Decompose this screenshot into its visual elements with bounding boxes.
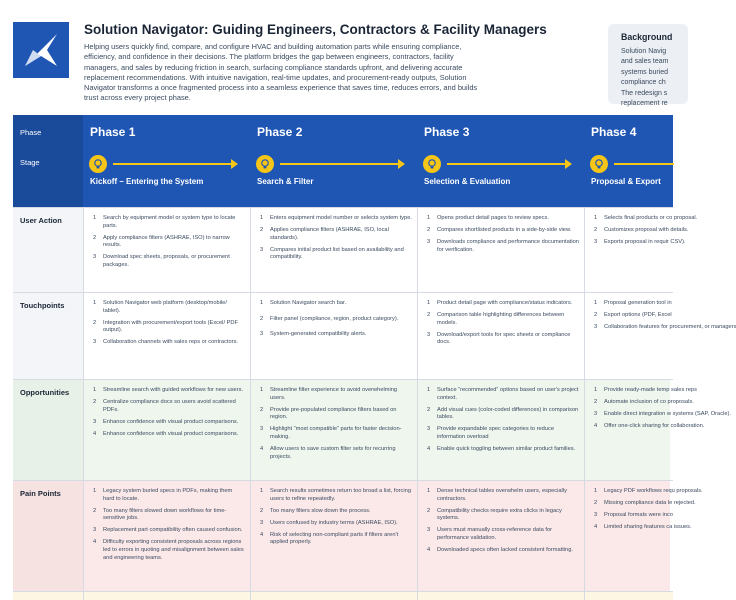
item-number: 1 bbox=[260, 488, 264, 494]
cell-pain-points-phase-2 bbox=[250, 481, 417, 592]
item-text: Enhance confidence with visual product comparisons. bbox=[103, 418, 239, 425]
row-divider bbox=[13, 207, 673, 208]
cell-touchpoints-phase-3 bbox=[417, 293, 584, 379]
list-item bbox=[594, 500, 696, 508]
column-divider bbox=[250, 208, 251, 600]
cell-pain-points-phase-4 bbox=[584, 481, 703, 592]
phase-column-3 bbox=[417, 115, 584, 207]
item-text: Proposal formats were inco bbox=[604, 512, 673, 519]
list-item bbox=[260, 387, 412, 402]
item-number: 2 bbox=[427, 406, 431, 413]
list-item bbox=[93, 235, 245, 250]
column-divider bbox=[584, 208, 585, 600]
item-number: 4 bbox=[427, 547, 431, 554]
item-text: Proposal generation tool in bbox=[604, 300, 672, 306]
item-text: System-generated compatibility alerts. bbox=[270, 331, 367, 338]
list-item bbox=[260, 532, 412, 547]
list-item bbox=[260, 488, 412, 503]
item-text: Export options (PDF, Excel bbox=[604, 312, 672, 319]
list-item bbox=[427, 312, 579, 327]
item-number: 4 bbox=[594, 524, 598, 531]
list-item bbox=[260, 520, 412, 528]
list-item bbox=[93, 527, 245, 535]
list-item bbox=[594, 399, 694, 407]
item-number: 2 bbox=[260, 227, 264, 234]
list-item bbox=[260, 407, 412, 422]
list-item bbox=[594, 512, 673, 520]
item-number: 1 bbox=[93, 300, 97, 306]
list-item bbox=[260, 247, 412, 262]
list-item bbox=[260, 508, 412, 516]
list-item bbox=[260, 446, 412, 461]
list-item bbox=[260, 426, 412, 441]
item-text: Comparison table highlighting differences between models. bbox=[437, 312, 565, 326]
item-text: Centralize compliance docs so users avoid scattered PDFs. bbox=[103, 399, 236, 413]
item-number: 2 bbox=[594, 227, 598, 234]
item-text: Missing compliance data le rejected. bbox=[604, 500, 696, 507]
item-number: 4 bbox=[594, 423, 598, 430]
item-text: Apply compliance filters (ASHRAE, ISO) to narrow results. bbox=[103, 234, 230, 249]
list-item bbox=[594, 300, 670, 308]
row-label-opportunities bbox=[13, 380, 83, 480]
row-divider bbox=[13, 591, 673, 592]
list-item bbox=[93, 488, 245, 503]
item-text: Selects final products or co proposal. bbox=[604, 215, 698, 221]
item-text: Enters equipment model number or selects system type. bbox=[270, 215, 412, 221]
row-divider bbox=[13, 379, 673, 380]
item-text: Enable direct integration w systems (SAP, Oracle). bbox=[604, 411, 731, 418]
item-number: 3 bbox=[260, 331, 264, 338]
item-number: 3 bbox=[93, 254, 97, 261]
item-number: 3 bbox=[594, 411, 598, 418]
list-item bbox=[93, 215, 245, 230]
item-text: Users must manually cross-reference data for performance validation. bbox=[437, 527, 553, 541]
phase-name: Phase 1 bbox=[90, 125, 136, 139]
stage-label: Stage bbox=[20, 158, 40, 167]
phase-column-2 bbox=[250, 115, 417, 207]
arrow-head-icon bbox=[231, 159, 238, 169]
item-number: 2 bbox=[427, 312, 431, 319]
item-text: Risk of selecting non-compliant parts if filters aren't applied properly. bbox=[270, 531, 399, 546]
item-text: Downloaded specs often lacked consistent formatting. bbox=[437, 547, 573, 554]
next-row-strip bbox=[13, 592, 673, 600]
item-number: 1 bbox=[93, 488, 97, 494]
item-number: 2 bbox=[93, 507, 97, 514]
list-item bbox=[260, 331, 412, 339]
list-item bbox=[93, 539, 245, 562]
progress-arrow-line bbox=[614, 163, 674, 165]
list-item bbox=[93, 431, 245, 439]
progress-arrow-line bbox=[447, 163, 567, 165]
item-text: Solution Navigator web platform (desktop/mobile/ tablet). bbox=[103, 300, 227, 314]
column-divider bbox=[417, 208, 418, 600]
stage-name: Kickoff – Entering the System bbox=[90, 177, 204, 186]
list-item bbox=[93, 419, 245, 427]
page-summary: Helping users quickly find, compare, and configure HVAC and building automation parts while ensuring compliance, efficiency, and confidence in their decisions. The platform bridges the gap between engineers, contractors, facility managers, and sales by reducing friction in search, surfacing compliance standards upfront, and delivering accurate replacement recommendations. With intuitive navigation, real-time updates, and procurement-ready outputs, Solution Navigator transforms a once fragmented process into a seamless experience that saves time, reduces errors, and builds trust across every project phase. bbox=[84, 42, 478, 103]
background-card bbox=[608, 24, 688, 108]
item-text: Provide pre-populated compliance filters based on region. bbox=[270, 406, 397, 421]
item-number: 2 bbox=[260, 507, 264, 514]
item-number: 2 bbox=[260, 315, 264, 322]
item-text: Too many filters slow down the process. bbox=[270, 507, 371, 514]
list-item bbox=[594, 239, 686, 247]
arrow-head-icon bbox=[398, 159, 405, 169]
cell-user-action-phase-1 bbox=[83, 208, 250, 292]
item-text: Download spec sheets, proposals, or procurement packages. bbox=[103, 254, 230, 268]
item-text: Highlight “most compatible” parts for faster decision-making. bbox=[270, 426, 402, 440]
item-text: Limited sharing features ca issues. bbox=[604, 524, 692, 531]
item-number: 1 bbox=[260, 215, 264, 221]
list-item bbox=[594, 387, 697, 395]
item-text: Offer one-click sharing for collaboration. bbox=[604, 423, 705, 430]
item-text: Difficulty exporting consistent proposals across regions led to errors in quoting and misalignment between sales and engineering teams. bbox=[103, 539, 244, 561]
item-text: Solution Navigator search bar. bbox=[270, 300, 347, 306]
item-text: Search results sometimes return too broad a list, forcing users to refine repeatedly. bbox=[270, 488, 411, 502]
item-number: 1 bbox=[594, 215, 598, 221]
row-label-text: Opportunities bbox=[20, 388, 70, 397]
item-number: 2 bbox=[427, 227, 431, 234]
item-number: 4 bbox=[427, 446, 431, 453]
lightbulb-icon bbox=[256, 155, 274, 173]
item-number: 1 bbox=[260, 387, 264, 393]
list-item bbox=[427, 527, 579, 542]
item-number: 3 bbox=[427, 239, 431, 246]
item-number: 1 bbox=[594, 300, 598, 306]
item-number: 3 bbox=[594, 239, 598, 246]
stage-name: Search & Filter bbox=[257, 177, 314, 186]
item-number: 3 bbox=[93, 527, 97, 534]
stage-name: Proposal & Export bbox=[591, 177, 661, 186]
list-item bbox=[93, 508, 245, 523]
cell-touchpoints-phase-1 bbox=[83, 293, 250, 379]
row-label-pain-points bbox=[13, 481, 83, 592]
item-number: 2 bbox=[594, 500, 598, 507]
background-line: replacement re bbox=[621, 100, 668, 108]
item-number: 2 bbox=[427, 507, 431, 514]
item-number: 4 bbox=[260, 531, 264, 538]
list-item bbox=[93, 339, 245, 347]
item-text: Filter panel (compliance, region, product category). bbox=[270, 315, 399, 322]
item-text: Users confused by industry terms (ASHRAE, ISO). bbox=[270, 519, 398, 526]
list-item bbox=[427, 508, 579, 523]
cell-user-action-phase-3 bbox=[417, 208, 584, 292]
item-text: Product detail page with compliance/status indicators. bbox=[437, 300, 573, 306]
item-text: Dense technical tables overwhelm users, especially contractors. bbox=[437, 488, 567, 502]
lightbulb-icon bbox=[423, 155, 441, 173]
item-number: 3 bbox=[260, 519, 264, 526]
list-item bbox=[594, 411, 731, 419]
item-text: Compares shortlisted products in a side-by-side view. bbox=[437, 227, 572, 234]
arrow-head-icon bbox=[565, 159, 572, 169]
background-card-text bbox=[621, 47, 688, 109]
item-text: Surface “recommended” options based on user's project context. bbox=[437, 387, 579, 401]
row-divider bbox=[13, 480, 673, 481]
list-item bbox=[260, 300, 412, 308]
list-item bbox=[260, 215, 412, 223]
item-text: Download/export tools for spec sheets or compliance docs. bbox=[437, 331, 571, 346]
row-divider bbox=[13, 292, 673, 293]
progress-arrow-line bbox=[113, 163, 233, 165]
item-number: 1 bbox=[427, 387, 431, 393]
background-line: Solution Navig bbox=[621, 48, 667, 55]
item-number: 1 bbox=[93, 387, 97, 393]
item-text: Exports proposal in requir CSV). bbox=[604, 239, 686, 246]
list-item bbox=[594, 423, 705, 431]
list-item bbox=[427, 446, 579, 454]
item-number: 3 bbox=[427, 331, 431, 338]
item-number: 2 bbox=[594, 399, 598, 406]
background-line: systems buried bbox=[621, 68, 669, 76]
list-item bbox=[427, 387, 579, 402]
item-text: Provide ready-made temp sales reps bbox=[604, 387, 697, 393]
cell-user-action-phase-2 bbox=[250, 208, 417, 292]
item-number: 3 bbox=[93, 418, 97, 425]
lightbulb-icon bbox=[89, 155, 107, 173]
row-label-text: Touchpoints bbox=[20, 301, 65, 310]
cell-pain-points-phase-1 bbox=[83, 481, 250, 592]
item-text: Search by equipment model or system type to locate parts. bbox=[103, 215, 236, 229]
list-item bbox=[594, 488, 703, 496]
list-item bbox=[260, 316, 412, 324]
cell-user-action-phase-4 bbox=[584, 208, 698, 292]
column-divider bbox=[83, 208, 84, 600]
row-label-user-action bbox=[13, 208, 83, 292]
item-text: Enhance confidence with visual product comparisons. bbox=[103, 430, 239, 437]
item-number: 3 bbox=[93, 339, 97, 346]
item-text: Too many filters slowed down workflows for time-sensitive jobs. bbox=[103, 507, 227, 522]
item-text: Provide expandable spec categories to reduce information overload bbox=[437, 426, 554, 440]
list-item bbox=[93, 399, 245, 414]
list-item bbox=[594, 324, 736, 332]
list-item bbox=[93, 254, 245, 269]
item-number: 3 bbox=[594, 512, 598, 519]
row-label-text: Pain Points bbox=[20, 489, 61, 498]
background-line: The redesign s bbox=[621, 89, 668, 97]
item-text: Collaboration channels with sales reps or contractors. bbox=[103, 339, 238, 346]
item-number: 4 bbox=[93, 539, 97, 546]
list-item bbox=[427, 227, 579, 235]
cell-opportunities-phase-4 bbox=[584, 380, 731, 480]
background-card-title: Background bbox=[621, 32, 673, 42]
item-number: 1 bbox=[427, 215, 431, 221]
background-line: and sales team bbox=[621, 58, 669, 66]
item-text: Enable quick toggling between similar product families. bbox=[437, 446, 576, 453]
item-number: 3 bbox=[427, 426, 431, 433]
phase-name: Phase 2 bbox=[257, 125, 303, 139]
item-number: 2 bbox=[93, 399, 97, 406]
list-item bbox=[594, 524, 692, 532]
cell-touchpoints-phase-2 bbox=[250, 293, 417, 379]
list-item bbox=[93, 300, 245, 315]
cell-opportunities-phase-1 bbox=[83, 380, 250, 480]
cell-opportunities-phase-3 bbox=[417, 380, 584, 480]
list-item bbox=[427, 426, 579, 441]
item-text: Replacement part compatibility often caused confusion. bbox=[103, 527, 243, 534]
item-text: Collaboration features for procurement, or managers bbox=[604, 324, 736, 331]
stage-name: Selection & Evaluation bbox=[424, 177, 511, 186]
background-line: compliance ch bbox=[621, 79, 666, 87]
page-title: Solution Navigator: Guiding Engineers, Contractors & Facility Managers bbox=[84, 22, 547, 37]
list-item bbox=[427, 407, 579, 422]
list-item bbox=[93, 320, 245, 335]
list-item bbox=[594, 227, 689, 235]
item-number: 1 bbox=[260, 300, 264, 306]
cell-touchpoints-phase-4 bbox=[584, 293, 736, 379]
item-number: 2 bbox=[93, 319, 97, 326]
item-text: Streamline filter experience to avoid overwhelming users. bbox=[270, 387, 398, 401]
list-item bbox=[427, 215, 579, 223]
item-text: Legacy PDF workflows requ proposals. bbox=[604, 488, 703, 494]
cell-opportunities-phase-2 bbox=[250, 380, 417, 480]
list-item bbox=[93, 387, 245, 395]
item-number: 2 bbox=[93, 234, 97, 241]
item-text: Customizes proposal with details. bbox=[604, 227, 689, 234]
row-label-touchpoints bbox=[13, 293, 83, 379]
item-number: 2 bbox=[260, 406, 264, 413]
item-number: 1 bbox=[93, 215, 97, 221]
phase-name: Phase 4 bbox=[591, 125, 637, 139]
item-number: 2 bbox=[594, 312, 598, 319]
list-item bbox=[594, 312, 670, 320]
phase-label: Phase bbox=[20, 128, 42, 137]
item-text: Compares initial product list based on availability and compatibility. bbox=[270, 246, 404, 261]
item-number: 3 bbox=[260, 246, 264, 253]
item-number: 1 bbox=[594, 488, 598, 494]
phase-column-4 bbox=[584, 115, 670, 207]
item-number: 3 bbox=[260, 426, 264, 433]
list-item bbox=[427, 332, 579, 347]
item-number: 1 bbox=[427, 488, 431, 494]
list-item bbox=[427, 300, 579, 308]
lightbulb-icon bbox=[590, 155, 608, 173]
item-number: 4 bbox=[260, 446, 264, 453]
item-text: Streamline search with guided workflows for new users. bbox=[103, 387, 244, 393]
item-number: 1 bbox=[594, 387, 598, 393]
list-item bbox=[260, 227, 412, 242]
row-label-text: User Action bbox=[20, 216, 62, 225]
list-item bbox=[427, 488, 579, 503]
phase-column-1 bbox=[83, 115, 250, 207]
item-text: Compatibility checks require extra clicks in legacy systems. bbox=[437, 507, 562, 522]
item-text: Integration with procurement/export tools (Excel/ PDF output). bbox=[103, 319, 238, 334]
item-number: 3 bbox=[427, 527, 431, 534]
item-text: Opens product detail pages to review specs. bbox=[437, 215, 549, 221]
cell-pain-points-phase-3 bbox=[417, 481, 584, 592]
list-item bbox=[594, 215, 698, 223]
item-text: Allow users to save custom filter sets for recurring projects. bbox=[270, 446, 396, 460]
compass-logo-icon bbox=[13, 22, 69, 78]
item-text: Applies compliance filters (ASHRAE, ISO, local standards). bbox=[270, 227, 389, 241]
item-text: Downloads compliance and performance documentation for verification. bbox=[437, 239, 579, 253]
list-item bbox=[427, 547, 579, 555]
item-text: Legacy system buried specs in PDFs, making them hard to locate. bbox=[103, 488, 233, 502]
progress-arrow-line bbox=[280, 163, 400, 165]
item-number: 1 bbox=[427, 300, 431, 306]
list-item bbox=[427, 239, 579, 254]
item-text: Automate inclusion of co proposals. bbox=[604, 399, 694, 406]
item-text: Add visual cues (color-coded differences) in comparison tables. bbox=[437, 406, 579, 421]
item-number: 4 bbox=[93, 430, 97, 437]
phase-name: Phase 3 bbox=[424, 125, 470, 139]
item-number: 3 bbox=[594, 324, 598, 331]
phase-band-labels bbox=[13, 115, 83, 207]
